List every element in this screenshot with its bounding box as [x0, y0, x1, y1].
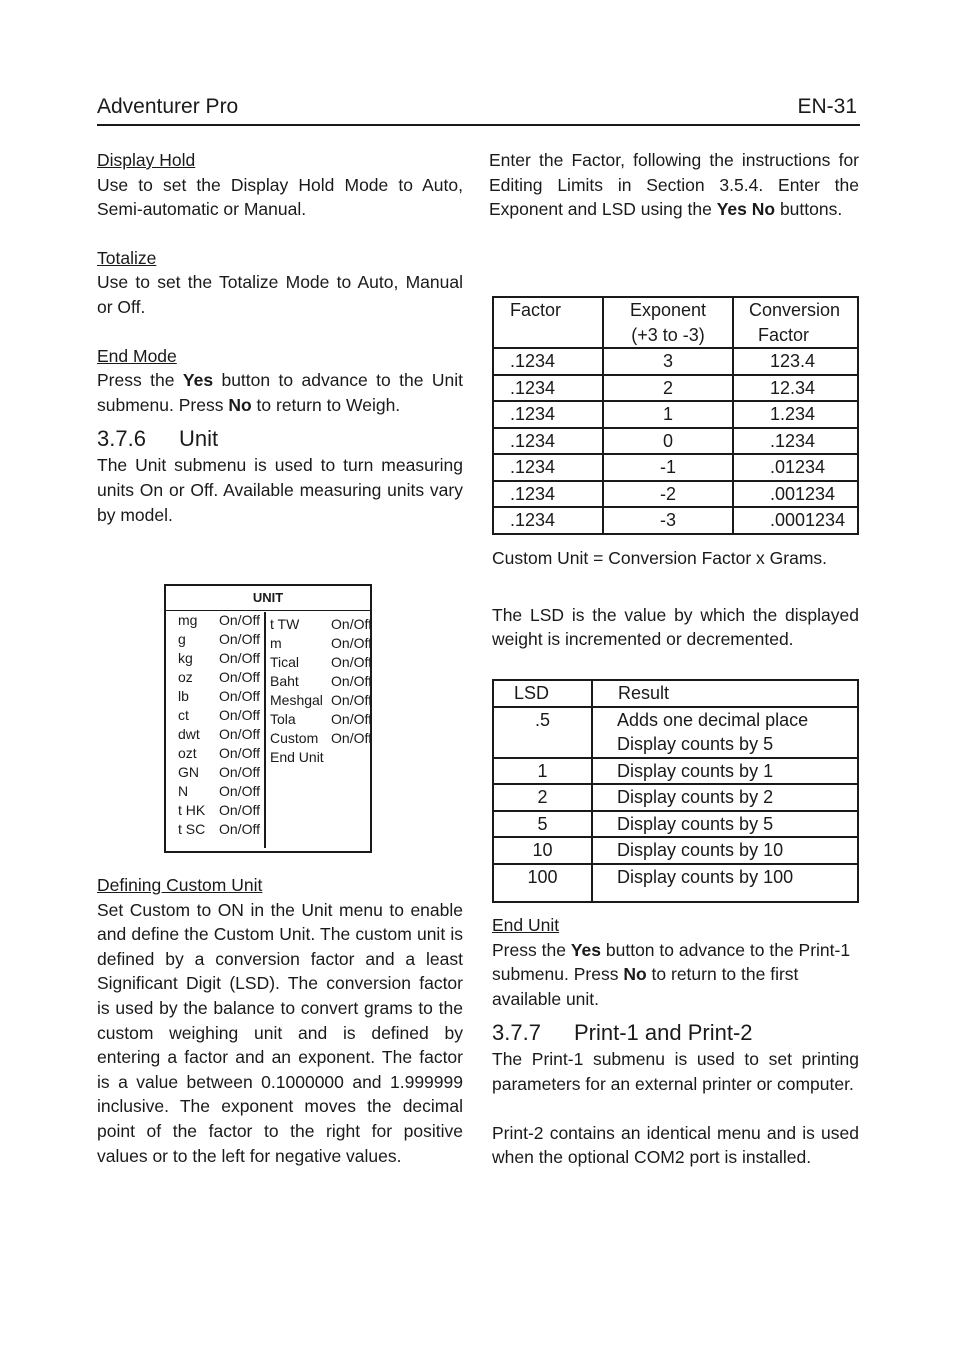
no-keyword: No — [623, 964, 647, 985]
header-conversion-line1: Conversion — [749, 300, 841, 320]
unit-menu-item — [270, 711, 372, 730]
unit-name: t TW — [270, 616, 300, 632]
unit-name: dwt — [178, 726, 200, 742]
exponent-cell: -3 — [603, 507, 733, 534]
unit-menu-item — [178, 783, 260, 802]
yes-keyword: Yes — [570, 939, 601, 960]
unit-menu-item — [270, 730, 372, 749]
lsd-cell: .5 — [493, 707, 592, 758]
table-header-row — [493, 297, 858, 348]
unit-state: On/Off — [219, 707, 260, 723]
unit-name: t SC — [178, 821, 206, 837]
factor-cell: .1234 — [493, 454, 603, 481]
lsd-cell: 100 — [493, 864, 592, 902]
unit-menu-right-list — [270, 616, 372, 768]
unit-menu-item — [178, 802, 260, 821]
unit-menu-item — [178, 688, 260, 707]
unit-section-body: The Unit submenu is used to turn measuring units On or Off. Available measuring units vary by model. — [97, 455, 463, 525]
unit-name: Tola — [270, 711, 296, 727]
factor-cell: .1234 — [493, 507, 603, 534]
result-cell — [592, 811, 858, 838]
conversion-cell: .0001234 — [733, 507, 858, 534]
unit-menu-item — [178, 631, 260, 650]
unit-name: GN — [178, 764, 199, 780]
unit-menu-item — [270, 749, 372, 768]
unit-menu-diagram — [164, 584, 372, 853]
custom-unit-heading: Defining Custom Unit — [97, 875, 263, 895]
unit-name: Custom — [270, 730, 319, 746]
unit-name: ct — [178, 707, 189, 723]
table-row — [493, 348, 858, 375]
end-mode-heading: End Mode — [97, 345, 177, 366]
table-row — [493, 811, 858, 838]
section-title: Print-1 and Print-2 — [574, 1020, 753, 1046]
unit-state: On/Off — [331, 673, 372, 689]
result-cell — [592, 837, 858, 864]
print-section-body1: The Print-1 submenu is used to set printing parameters for an external printer or computer. — [492, 1049, 859, 1094]
unit-state: On/Off — [219, 821, 260, 837]
print-section-heading — [492, 1019, 859, 1047]
conversion-cell: .01234 — [733, 454, 858, 481]
end-unit-block — [492, 913, 859, 1170]
intro-text-part: Enter the Factor, following the instructions for Editing Limits in Section 3.5.4. Enter the Exponent and LSD using the — [489, 150, 859, 220]
custom-formula-block — [492, 546, 859, 652]
manual-title: Adventurer Pro — [97, 95, 239, 118]
intro-text — [489, 148, 859, 222]
unit-state: On/Off — [331, 692, 372, 708]
end-unit-body — [492, 938, 859, 1012]
conversion-cell: 1.234 — [733, 401, 858, 428]
header-lsd: LSD — [493, 680, 592, 707]
factor-cell: .1234 — [493, 348, 603, 375]
print-section-body2: Print-2 contains an identical menu and is used when the optional COM2 port is installed. — [492, 1122, 859, 1168]
unit-name: End Unit — [270, 749, 324, 765]
unit-state: On/Off — [219, 650, 260, 666]
display-hold-body: Use to set the Display Hold Mode to Auto, Semi-automatic or Manual. — [97, 174, 463, 220]
unit-state: On/Off — [331, 711, 372, 727]
table-row — [493, 707, 858, 758]
unit-menu-item — [270, 673, 372, 692]
custom-formula: Custom Unit = Conversion Factor x Grams. — [492, 548, 828, 568]
unit-menu-title: UNIT — [166, 590, 370, 611]
unit-name: mg — [178, 612, 198, 628]
table-row — [493, 864, 858, 902]
unit-name: kg — [178, 650, 193, 666]
result-line: Adds one decimal place — [617, 709, 809, 730]
no-keyword: No — [228, 394, 252, 415]
unit-menu-item — [178, 612, 260, 631]
custom-unit-body: Set Custom to ON in the Unit menu to enable and define the Custom Unit. The custom unit is defined by a conversion factor and a least Significant Digit (LSD). The conversion factor is used by the balance to convert grams to the custom weighing unit and is defined by entering a factor and an exponent. The factor is a value between 0.1000000 and 1.999999 inclusive. The exponent moves the decimal point of the factor to the right for positive values or to the left for negative values. — [97, 899, 463, 1166]
unit-name: t HK — [178, 802, 206, 818]
exponent-cell: -1 — [603, 454, 733, 481]
totalize-heading: Totalize — [97, 247, 157, 268]
result-line: Display counts by 2 — [617, 787, 774, 807]
result-line: Display counts by 10 — [617, 840, 784, 860]
left-column — [97, 148, 463, 527]
table-header-row — [493, 680, 858, 707]
unit-state: On/Off — [219, 726, 260, 742]
table-row — [493, 481, 858, 508]
unit-menu-item — [178, 821, 260, 840]
exponent-cell: -2 — [603, 481, 733, 508]
unit-name: Tical — [270, 654, 300, 670]
lsd-table — [492, 679, 859, 903]
header-result: Result — [592, 680, 858, 707]
lsd-cell: 5 — [493, 811, 592, 838]
end-mode-text: to return to Weigh. — [256, 394, 401, 415]
factor-cell: .1234 — [493, 428, 603, 455]
result-cell — [592, 864, 858, 902]
end-unit-text: button to advance to the Print-1 submenu. Press — [492, 939, 851, 985]
end-unit-text: Press the — [492, 939, 566, 960]
header-factor: Factor — [493, 297, 603, 348]
unit-name: oz — [178, 669, 193, 685]
section-number: 3.7.6 — [97, 426, 146, 452]
result-line: Display counts by 100 — [617, 866, 794, 887]
yes-no-keyword: Yes No — [716, 199, 776, 220]
unit-state: On/Off — [331, 654, 372, 670]
table-row — [493, 784, 858, 811]
table-row — [493, 507, 858, 534]
table-row — [493, 401, 858, 428]
unit-menu-item — [270, 616, 372, 635]
unit-menu-item — [270, 692, 372, 711]
header-conversion-line2: Factor — [758, 324, 810, 345]
unit-name: lb — [178, 688, 189, 704]
end-unit-text: to return to the first available unit. — [492, 964, 799, 1009]
conversion-cell: 123.4 — [733, 348, 858, 375]
lsd-cell: 2 — [493, 784, 592, 811]
unit-menu-item — [270, 635, 372, 654]
yes-keyword: Yes — [182, 370, 214, 391]
exponent-cell: 2 — [603, 375, 733, 402]
factor-cell: .1234 — [493, 375, 603, 402]
unit-state: On/Off — [219, 669, 260, 685]
unit-state: On/Off — [219, 631, 260, 647]
header-exponent-line2: (+3 to -3) — [631, 324, 705, 345]
lsd-cell: 10 — [493, 837, 592, 864]
unit-state: On/Off — [219, 802, 260, 818]
table-row — [493, 428, 858, 455]
section-number: 3.7.7 — [492, 1020, 541, 1046]
result-cell — [592, 784, 858, 811]
unit-name: m — [270, 635, 282, 651]
right-column — [489, 148, 859, 222]
exponent-cell: 1 — [603, 401, 733, 428]
exponent-cell: 3 — [603, 348, 733, 375]
unit-name: Baht — [270, 673, 299, 689]
result-cell — [592, 758, 858, 785]
end-mode-body — [97, 368, 463, 417]
unit-menu-item — [178, 745, 260, 764]
totalize-body: Use to set the Totalize Mode to Auto, Manual or Off. — [97, 272, 463, 317]
factor-cell: .1234 — [493, 481, 603, 508]
result-cell — [592, 707, 858, 758]
exponent-cell: 0 — [603, 428, 733, 455]
unit-state: On/Off — [219, 783, 260, 799]
conversion-cell: .001234 — [733, 481, 858, 508]
unit-section-heading — [97, 425, 463, 453]
table-row — [493, 758, 858, 785]
result-line: Display counts by 1 — [617, 760, 774, 781]
unit-menu-item — [178, 707, 260, 726]
unit-menu-item — [178, 726, 260, 745]
end-mode-text: Press the — [97, 370, 175, 391]
unit-name: ozt — [178, 745, 197, 761]
end-unit-heading: End Unit — [492, 915, 560, 935]
unit-menu-item — [178, 650, 260, 669]
unit-state: On/Off — [219, 612, 260, 628]
lsd-cell: 1 — [493, 758, 592, 785]
header-exponent-line1: Exponent — [629, 300, 707, 320]
result-line: Display counts by 5 — [617, 734, 774, 754]
custom-unit-block — [97, 873, 463, 1168]
unit-menu-left-list — [178, 612, 260, 840]
unit-state: On/Off — [331, 616, 372, 632]
intro-text-part: buttons. — [779, 199, 843, 220]
unit-name: N — [178, 783, 189, 799]
header-conversion — [733, 297, 858, 348]
section-title: Unit — [179, 426, 219, 452]
unit-menu-item — [270, 654, 372, 673]
conversion-cell: .1234 — [733, 428, 858, 455]
unit-menu-item — [178, 764, 260, 783]
result-line: Display counts by 5 — [617, 813, 774, 834]
header-exponent — [603, 297, 733, 348]
unit-state: On/Off — [219, 764, 260, 780]
unit-state: On/Off — [331, 730, 372, 746]
page-number: EN-31 — [797, 95, 857, 118]
conversion-cell: 12.34 — [733, 375, 858, 402]
unit-state: On/Off — [331, 635, 372, 651]
header-rule — [97, 124, 860, 126]
table-row — [493, 375, 858, 402]
table-row — [493, 837, 858, 864]
unit-name: g — [178, 631, 186, 647]
unit-state: On/Off — [219, 745, 260, 761]
end-mode-text: button to advance to the Unit submenu. Press — [97, 370, 463, 415]
unit-name: Meshgal — [270, 692, 323, 708]
unit-menu-item — [178, 669, 260, 688]
conversion-table — [492, 296, 859, 535]
unit-state: On/Off — [219, 688, 260, 704]
table-row — [493, 454, 858, 481]
factor-cell: .1234 — [493, 401, 603, 428]
lsd-description: The LSD is the value by which the displayed weight is incremented or decremented. — [492, 604, 859, 650]
display-hold-heading: Display Hold — [97, 150, 196, 170]
unit-menu-divider — [264, 612, 266, 848]
